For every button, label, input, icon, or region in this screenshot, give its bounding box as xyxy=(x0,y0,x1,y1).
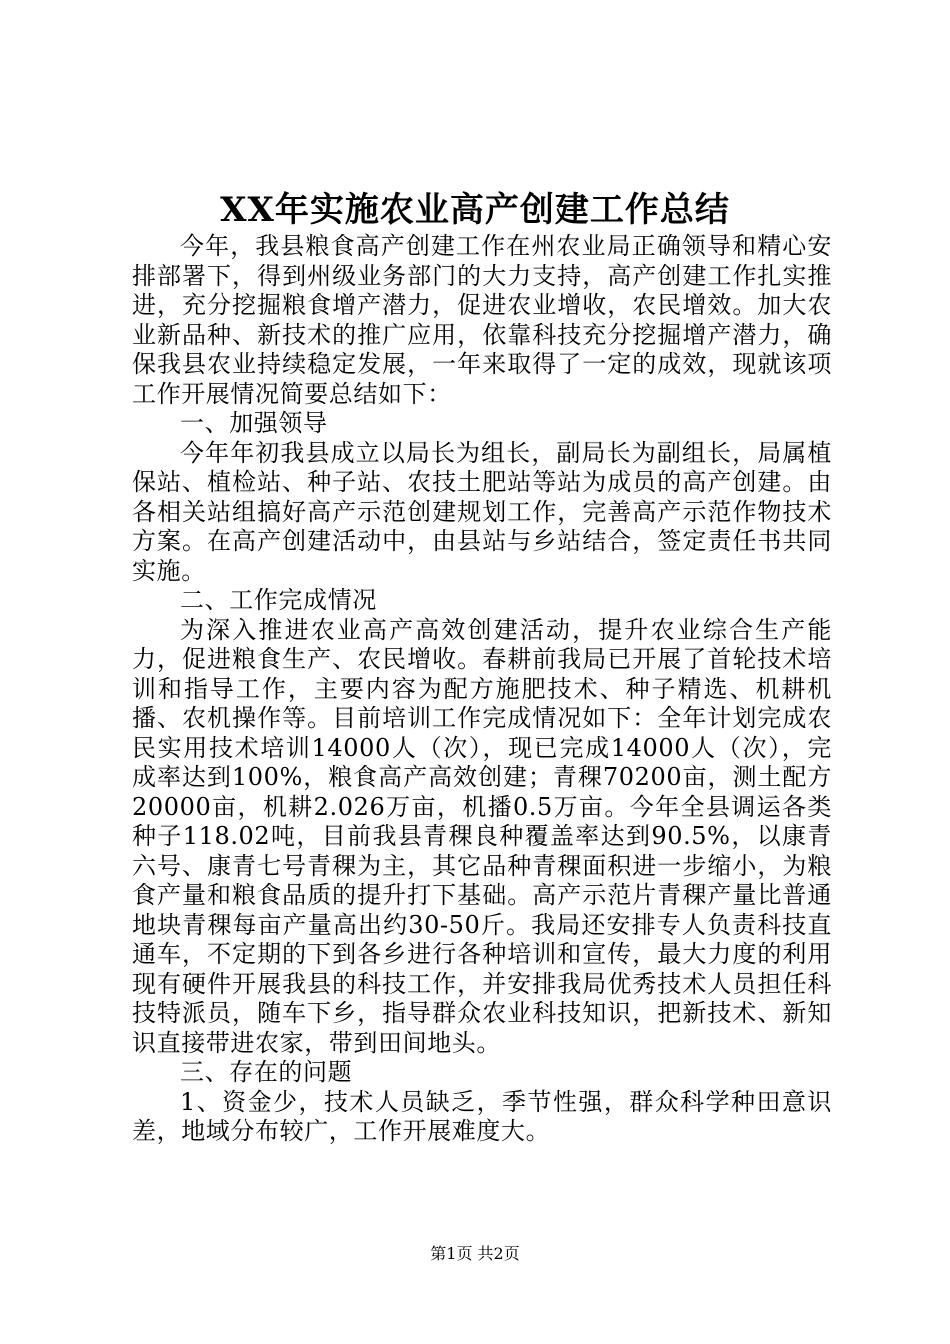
leadership-paragraph: 今年年初我县成立以局长为组长，副局长为副组长，局属植保站、植检站、种子站、农技土肥站等站为成员的高产创建。由各相关站组搞好高产示范创建规划工作，完善高产示范作物技术方案。在高产创建活动中，由县站与乡站结合，签定责任书共同实施。 xyxy=(132,438,832,585)
intro-paragraph: 今年，我县粮食高产创建工作在州农业局正确领导和精心安排部署下，得到州级业务部门的大力支持，高产创建工作扎实推进，充分挖掘粮食增产潜力，促进农业增收，农民增效。加大农业新品种、新技术的推广应用，依靠科技充分挖掘增产潜力，确保我县农业持续稳定发展，一年来取得了一定的成效，现就该项工作开展情况简要总结如下： xyxy=(132,232,832,408)
problems-paragraph-1: 1、资金少，技术人员缺乏，季节性强，群众科学种田意识差，地域分布较广，工作开展难度大。 xyxy=(132,1087,832,1145)
page-number-footer: 第1页 共2页 xyxy=(430,1244,520,1263)
section-heading-work-completion: 二、工作完成情况 xyxy=(180,586,377,614)
work-completion-paragraph: 为深入推进农业高产高效创建活动，提升农业综合生产能力，促进粮食生产、农民增收。春耕前我局已开展了首轮技术培训和指导工作，主要内容为配方施肥技术、种子精选、机耕机播、农机操作等。目前培训工作完成情况如下：全年计划完成农民实用技术培训14000人（次），现已完成14000人（次），完成率达到100%，粮食高产高效创建；青稞70200亩，测土配方20000亩，机耕2.026万亩，机播0.5万亩。今年全县调运各类种子118.02吨，目前我县青稞良种覆盖率达到90.5%，以康青六号、康青七号青稞为主，其它品种青稞面积进一步缩小，为粮食产量和粮食品质的提升打下基础。高产示范片青稞产量比普通地块青稞每亩产量高出约30-50斤。我局还安排专人负责科技直通车，不定期的下到各乡进行各种培训和宣传，最大力度的利用现有硬件开展我县的科技工作，并安排我局优秀技术人员担任科技特派员，随车下乡，指导群众农业科技知识，把新技术、新知识直接带进农家，带到田间地头。 xyxy=(132,615,832,1057)
document-title: XX年实施农业高产创建工作总结 xyxy=(220,190,730,230)
section-heading-leadership: 一、加强领导 xyxy=(180,409,328,437)
section-heading-problems: 三、存在的问题 xyxy=(180,1058,353,1086)
document-body xyxy=(132,232,832,1147)
